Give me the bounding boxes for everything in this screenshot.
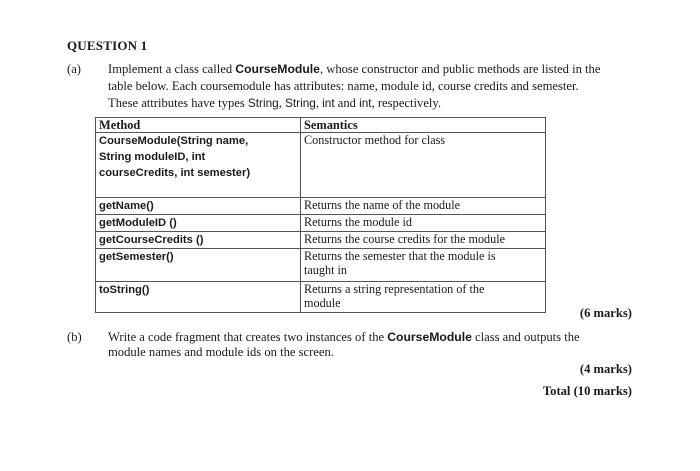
header-semantics: Semantics [301, 118, 546, 133]
part-a-line1-pre: Implement a class called [108, 62, 236, 76]
method-cell [96, 215, 301, 232]
part-b-paragraph [108, 330, 634, 360]
header-method: Method [96, 118, 301, 133]
part-b-line1-post: class and outputs the [471, 330, 580, 344]
semantics-line: Returns the semester that the module is [304, 249, 496, 263]
type-int-1: int [322, 96, 335, 110]
part-b-line2-text: module names and module ids on the screen. [108, 345, 334, 359]
type-sep-2: , [315, 96, 323, 110]
semantics-cell [301, 198, 546, 215]
method-line: String moduleID, int [99, 151, 206, 163]
method-cell [96, 249, 301, 282]
method-line: CourseModule(String name, [99, 135, 249, 147]
methods-table [95, 117, 546, 313]
semantics-cell [301, 282, 546, 313]
part-a-marks: (6 marks) [579, 306, 632, 320]
semantics-line: Returns the course credits for the module [304, 232, 506, 246]
table-row [96, 215, 546, 232]
semantics-line: Returns the name of the module [304, 198, 461, 212]
method-line: getModuleID () [99, 217, 177, 229]
method-cell [96, 232, 301, 249]
question-title: QUESTION 1 [67, 38, 148, 53]
method-line: getSemester() [99, 251, 174, 263]
part-a-line2-text: table below. Each coursemodule has attributes: name, module id, course credits and semester. [108, 79, 579, 93]
method-line: courseCredits, int semester) [99, 167, 251, 179]
part-a-line3-pre: These attributes have types [108, 96, 248, 110]
table-row [96, 249, 546, 282]
table-row [96, 232, 546, 249]
semantics-line: module [304, 296, 341, 310]
semantics-cell [301, 232, 546, 249]
method-cell [96, 198, 301, 215]
table-header-row [96, 118, 546, 133]
part-b-marks: (4 marks) [579, 362, 632, 376]
semantics-cell [301, 215, 546, 232]
semantics-line: Constructor method for class [304, 133, 446, 147]
type-sep-1: , [278, 96, 286, 110]
method-line: getCourseCredits () [99, 234, 204, 246]
part-a-line1-post: , whose constructor and public methods are listed in the [319, 62, 601, 76]
method-cell [96, 282, 301, 313]
semantics-line: taught in [304, 263, 347, 277]
semantics-cell [301, 249, 546, 282]
table-row [96, 198, 546, 215]
type-and: and [334, 96, 360, 110]
type-string-2: String [285, 96, 316, 110]
part-a-line-1 [108, 62, 634, 77]
table-row [96, 133, 546, 198]
part-a-class-name: CourseModule [235, 62, 320, 76]
part-a-line-3 [108, 96, 634, 111]
semantics-line: Returns the module id [304, 215, 412, 229]
part-a-line-2 [108, 79, 634, 94]
total-marks: Total (10 marks) [542, 384, 632, 398]
part-a-label: (a) [67, 62, 81, 76]
part-b-label: (b) [67, 330, 82, 344]
type-int-2: int [359, 96, 372, 110]
part-b-class-name: CourseModule [387, 330, 472, 344]
table-row [96, 282, 546, 313]
method-line: getName() [99, 200, 154, 212]
method-cell [96, 133, 301, 198]
type-string-1: String [247, 96, 279, 110]
part-b-line1-pre: Write a code fragment that creates two instances of the [108, 330, 388, 344]
semantics-cell [301, 133, 546, 198]
method-line: toString() [99, 284, 150, 296]
part-a-line3-post: , respectively. [371, 96, 442, 110]
semantics-line: Returns a string representation of the [304, 282, 485, 296]
